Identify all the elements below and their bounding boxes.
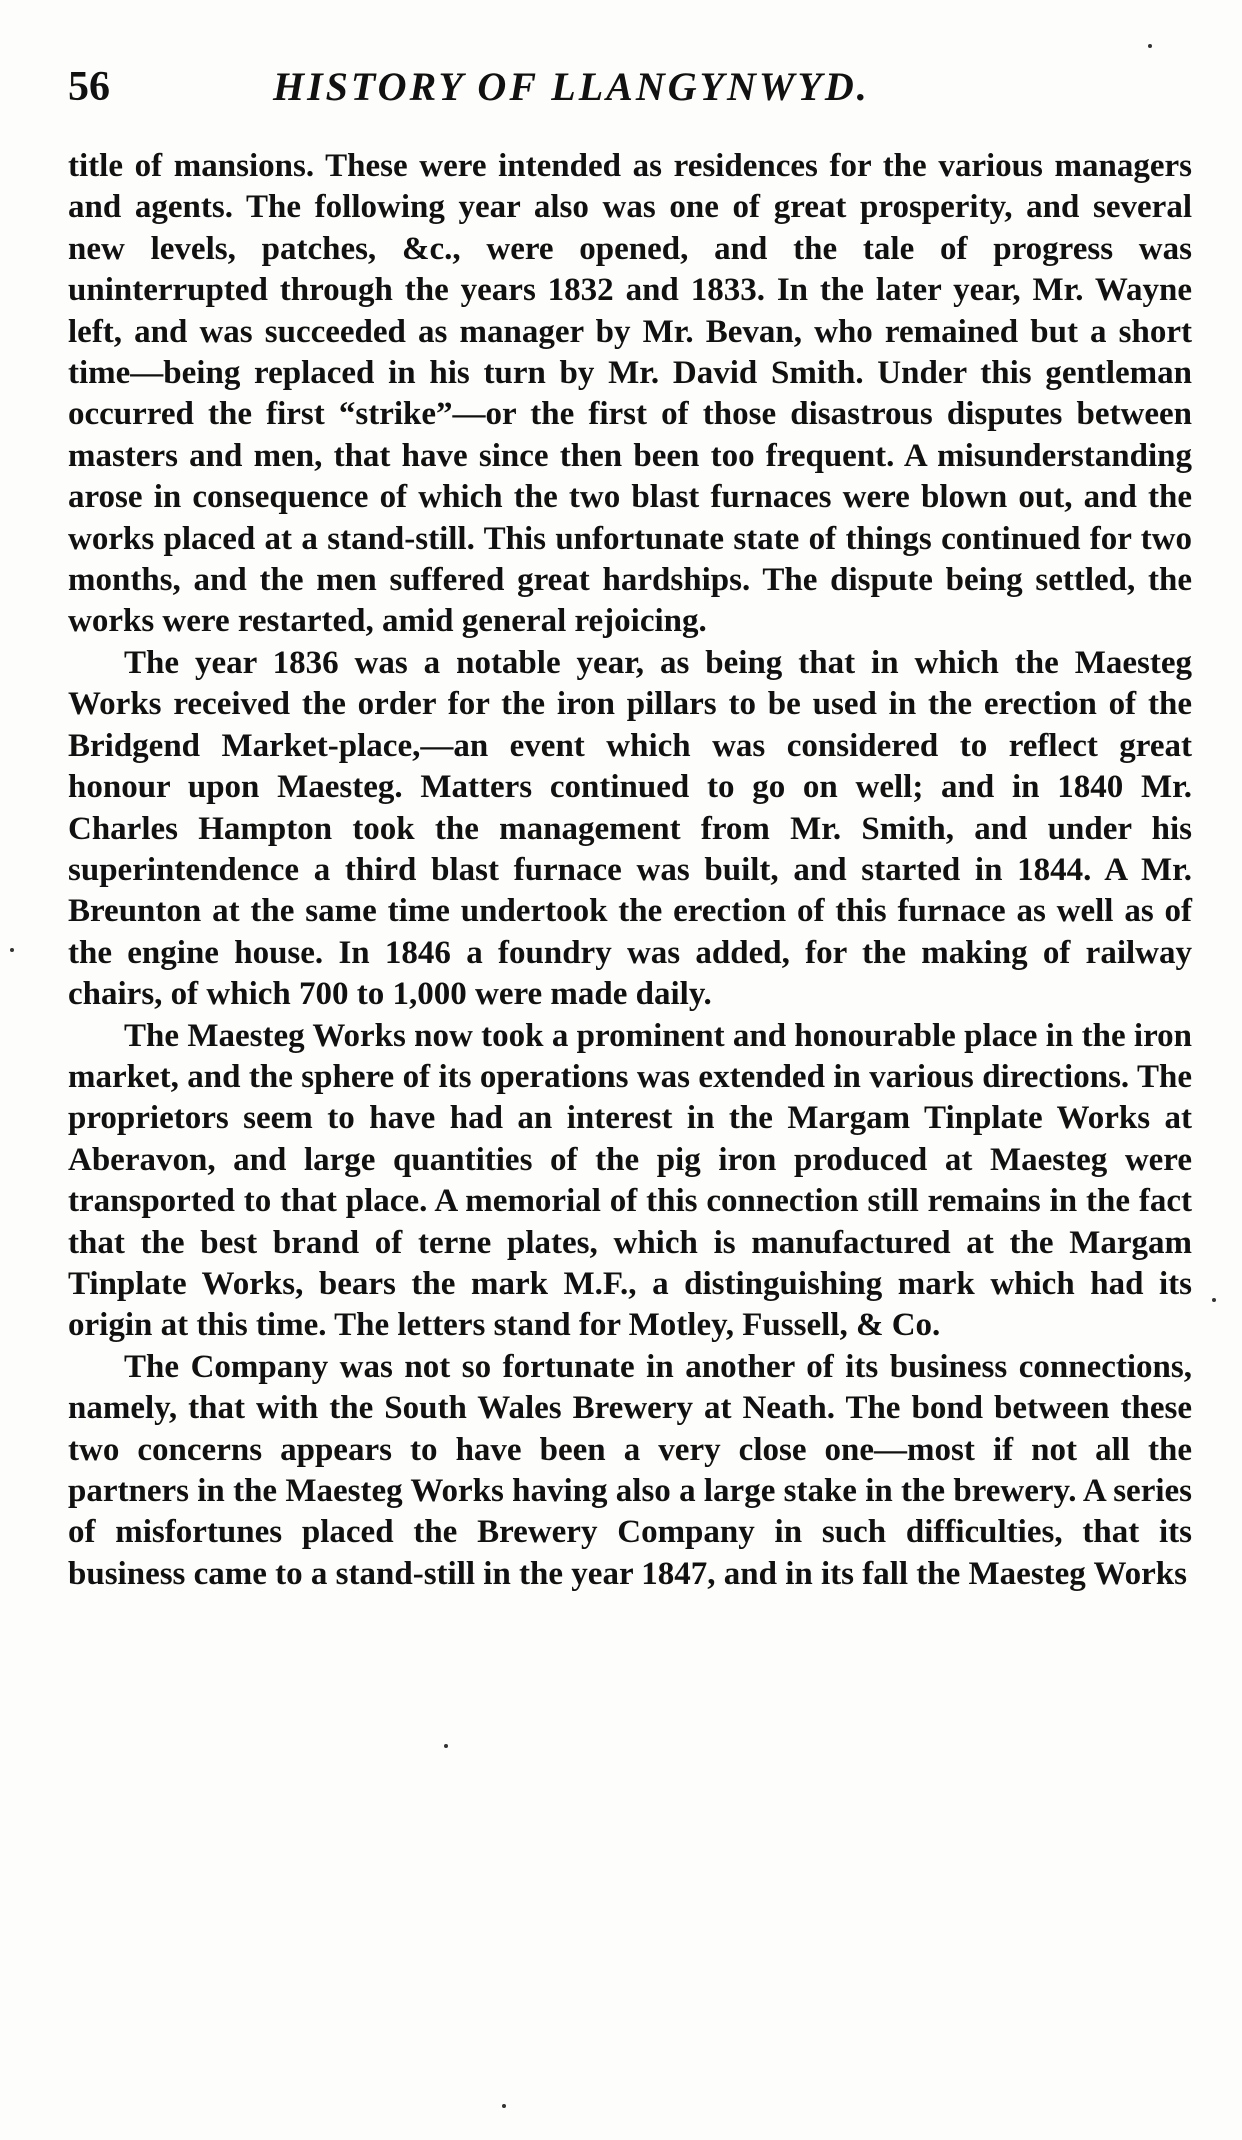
paragraph-iron-market: The Maesteg Works now took a prominent and honourable place in the iron market, and the sphere of its operations was extended in various directions. The proprietors seem to have had an interest in the Margam Tinplate Works at Aberavon, and large quantities of the pig iron produced at Maesteg were transported to that place. A memorial of this connection still remains in the fact that the best brand of terne plates, which is manufactured at the Margam Tinplate Works, bears the mark M.F., a distinguishing mark which had its origin at this time. The letters stand for Motley, Fussell, & Co. <box>68 1017 1192 1344</box>
scan-speck <box>1212 1298 1216 1302</box>
paragraph-year-1836: The year 1836 was a notable year, as being that in which the Maesteg Works received the order for the iron pillars to be used in the erection of the Bridgend Market-place,—an event which was considered to reflect great honour upon Maesteg. Matters continued to go on well; and in 1840 Mr. Charles Hampton took the management from Mr. Smith, and under his superintendence a third blast furnace was built, and started in 1844. A Mr. Breunton at the same time undertook the erection of this furnace as well as of the engine house. In 1846 a foundry was added, for the making of railway chairs, of which 700 to 1,000 were made daily. <box>68 644 1192 1013</box>
body-text <box>68 146 1192 1595</box>
running-head <box>68 62 1188 112</box>
scan-speck <box>444 1744 448 1748</box>
page-number: 56 <box>68 64 110 110</box>
paragraph-continuation: title of mansions. These were intended as residences for the various managers and agents. The following year also was one of great prosperity, and several new levels, patches, &c., were opened, and the tale of progress was uninterrupted through the years 1832 and 1833. In the later year, Mr. Wayne left, and was succeeded as manager by Mr. Bevan, who remained but a short time—being replaced in his turn by Mr. David Smith. Under this gentleman occurred the first “strike”—or the first of those disastrous disputes between masters and men, that have since then been too frequent. A misunderstanding arose in consequence of which the two blast furnaces were blown out, and the works placed at a stand-still. This unfortunate state of things continued for two months, and the men suffered great hardships. The dispute being settled, the works were restarted, amid general rejoicing. <box>68 148 1192 640</box>
scan-speck <box>10 948 14 952</box>
book-title: HISTORY OF LLANGYNWYD. <box>273 64 870 109</box>
scan-speck <box>1148 44 1152 48</box>
paragraph-brewery: The Company was not so fortunate in another of its business connections, namely, that with the South Wales Brewery at Neath. The bond between these two concerns appears to have been a very close one—most if not all the partners in the Maesteg Works having also a large stake in the brewery. A series of misfortunes placed the Brewery Company in such difficulties, that its business came to a stand-still in the year 1847, and in its fall the Maesteg Works <box>68 1348 1192 1592</box>
scan-speck <box>502 2104 506 2108</box>
